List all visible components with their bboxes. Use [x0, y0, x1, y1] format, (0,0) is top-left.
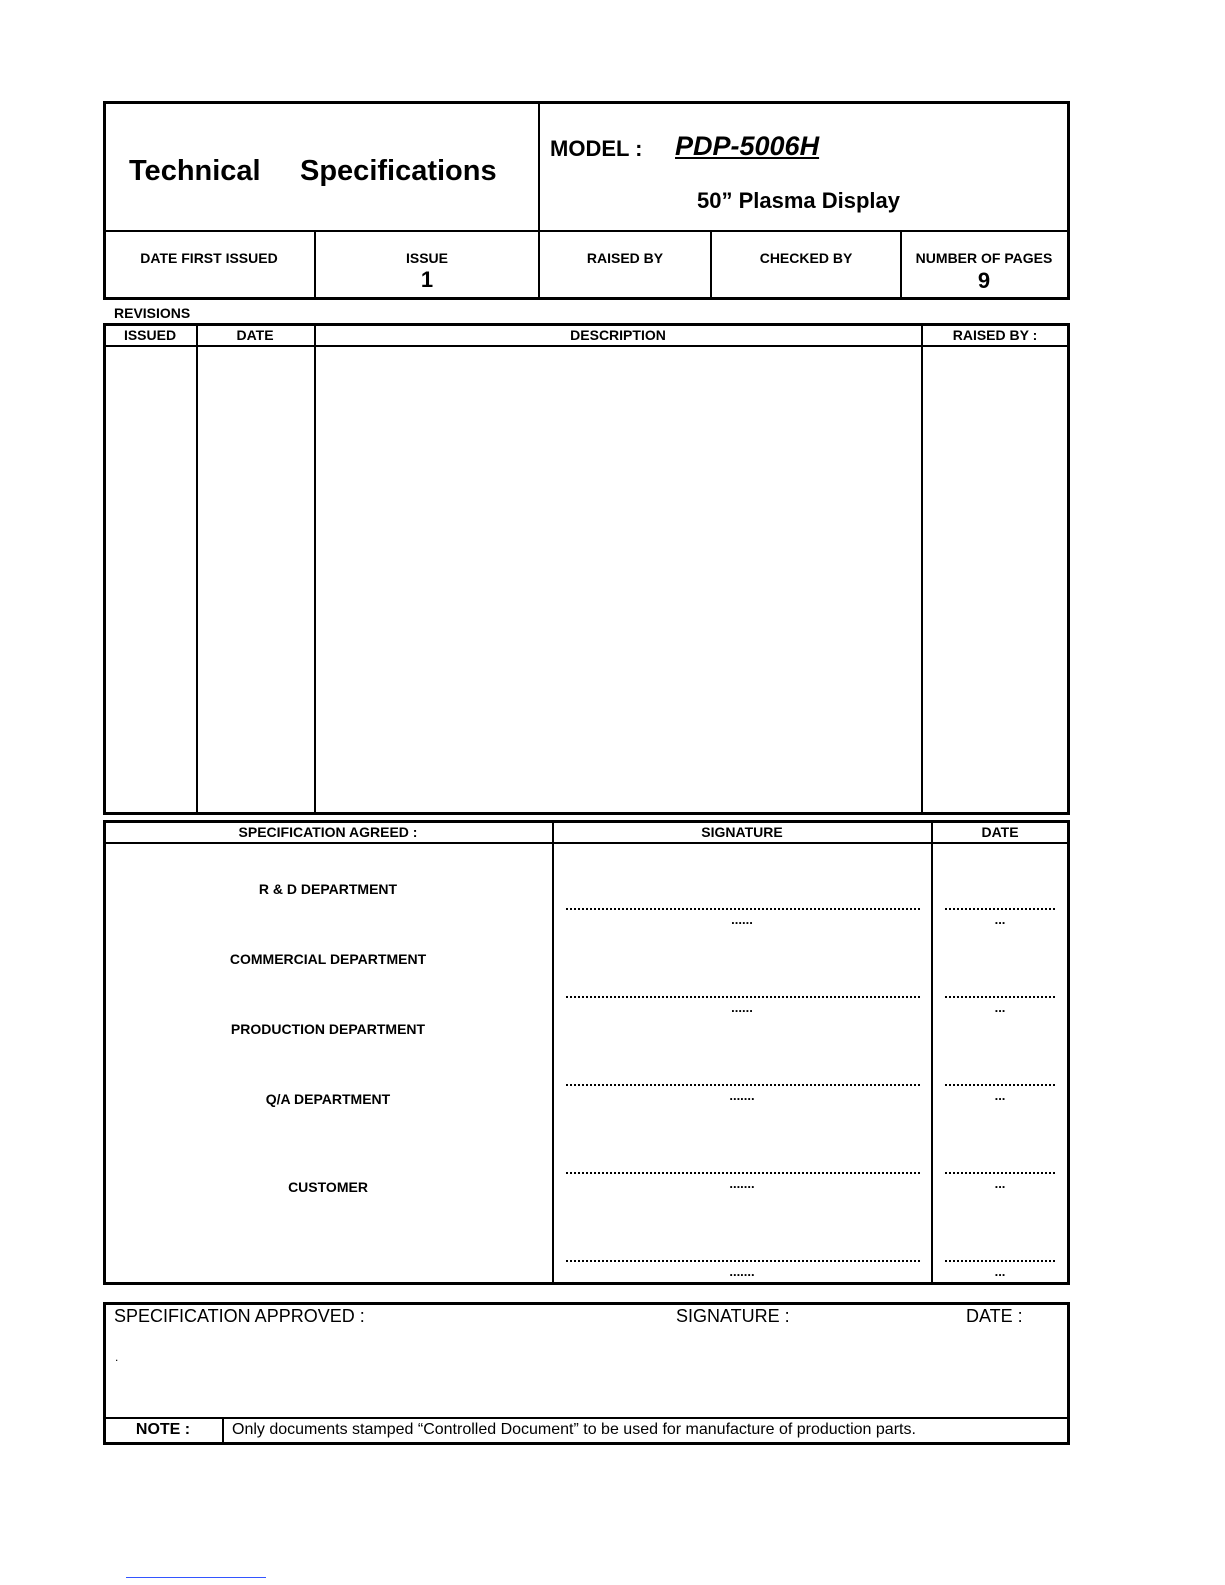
checked-by-label: CHECKED BY [759, 250, 853, 266]
header-divider [538, 103, 540, 298]
model-label: MODEL : [550, 136, 643, 161]
header-block [103, 101, 1070, 300]
date-line-tail-2: ... [994, 1000, 1006, 1015]
revisions-heading: REVISIONS [114, 305, 191, 321]
note-divider [222, 1418, 224, 1443]
signature-line-tail-5: ....... [729, 1264, 755, 1279]
revisions-header-separator [105, 345, 1068, 347]
date-line-tail-3: ... [994, 1088, 1006, 1103]
signature-line-tail-1: ...... [731, 912, 753, 927]
revisions-col-divider-2 [314, 325, 316, 813]
raised-by-label: RAISED BY [586, 250, 664, 266]
revisions-col-divider-3 [921, 325, 923, 813]
spec-approved-label: SPECIFICATION APPROVED : [114, 1306, 365, 1326]
agreement-table [103, 820, 1070, 1285]
date-first-issued-label: DATE FIRST ISSUED [140, 250, 278, 266]
footer-link-underline [126, 1577, 266, 1578]
signature-line-tail-3: ....... [729, 1088, 755, 1103]
department-production: PRODUCTION DEPARTMENT [230, 1021, 426, 1037]
product-name: 50” Plasma Display [697, 188, 901, 213]
agreement-col-divider-2 [931, 822, 933, 1283]
agreement-col-signature: SIGNATURE [701, 824, 783, 840]
model-value: PDP-5006H [675, 131, 820, 161]
doc-title-word-2: Specifications [300, 155, 497, 187]
approval-date-label: DATE : [966, 1306, 1023, 1326]
date-line-5 [945, 1260, 1055, 1262]
number-of-pages-value: 9 [977, 268, 991, 293]
note-separator [105, 1417, 1068, 1419]
department-customer: CUSTOMER [288, 1179, 368, 1195]
doc-title-word-1: Technical [129, 155, 261, 187]
revisions-col-issued: ISSUED [123, 327, 177, 343]
header-info-separator [105, 230, 1068, 232]
agreement-col-date: DATE [981, 824, 1019, 840]
signature-line-5 [566, 1260, 920, 1262]
date-line-4 [945, 1172, 1055, 1174]
revisions-col-divider-1 [196, 325, 198, 813]
stray-dot: . [115, 1350, 119, 1364]
approval-signature-label: SIGNATURE : [676, 1306, 790, 1326]
department-rd: R & D DEPARTMENT [258, 881, 398, 897]
date-line-tail-4: ... [994, 1176, 1006, 1191]
date-line-1 [945, 908, 1055, 910]
issue-label: ISSUE [405, 250, 449, 266]
info-divider-4 [900, 231, 902, 298]
signature-line-4 [566, 1172, 920, 1174]
signature-line-2 [566, 996, 920, 998]
agreement-col-divider-1 [552, 822, 554, 1283]
note-text: Only documents stamped “Controlled Document” to be used for manufacture of production parts. [232, 1421, 916, 1438]
revisions-col-description: DESCRIPTION [570, 327, 666, 343]
signature-line-tail-2: ...... [731, 1000, 753, 1015]
number-of-pages-label: NUMBER OF PAGES [915, 250, 1053, 266]
signature-line-1 [566, 908, 920, 910]
date-line-tail-1: ... [994, 912, 1006, 927]
signature-line-3 [566, 1084, 920, 1086]
agreement-col-spec-agreed: SPECIFICATION AGREED : [238, 824, 418, 840]
note-label: NOTE : [135, 1421, 191, 1438]
date-line-2 [945, 996, 1055, 998]
department-qa: Q/A DEPARTMENT [265, 1091, 391, 1107]
revisions-col-date: DATE [236, 327, 274, 343]
signature-line-tail-4: ....... [729, 1176, 755, 1191]
info-divider-1 [314, 231, 316, 298]
date-line-3 [945, 1084, 1055, 1086]
info-divider-3 [710, 231, 712, 298]
revisions-col-raised-by: RAISED BY : [952, 327, 1038, 343]
date-line-tail-5: ... [994, 1264, 1006, 1279]
revisions-table [103, 323, 1070, 815]
issue-value: 1 [420, 267, 434, 292]
agreement-header-separator [105, 842, 1068, 844]
department-commercial: COMMERCIAL DEPARTMENT [229, 951, 427, 967]
